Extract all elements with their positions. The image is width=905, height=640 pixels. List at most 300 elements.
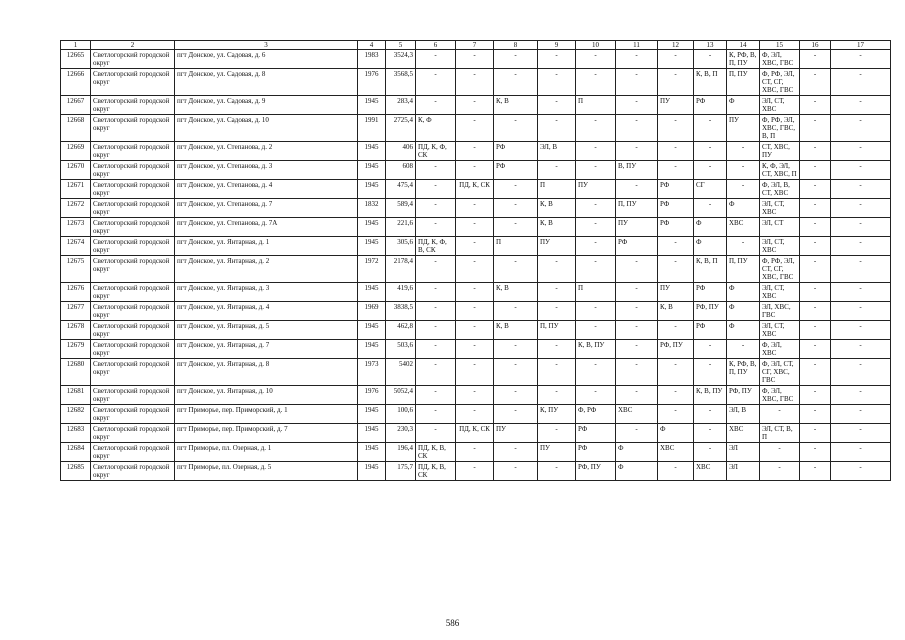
table-cell: 1832 [358, 199, 386, 218]
table-cell: пгт Донское, ул. Янтарная, д. 10 [175, 386, 358, 405]
table-cell: - [456, 161, 494, 180]
table-cell: Ф [694, 218, 727, 237]
table-cell: 1945 [358, 443, 386, 462]
table-cell: - [800, 161, 831, 180]
table-cell: - [831, 321, 891, 340]
table-cell: 1945 [358, 283, 386, 302]
table-cell: 5402 [386, 359, 416, 386]
table-cell: Светлогорский городской округ [91, 386, 175, 405]
table-cell: - [760, 443, 800, 462]
table-cell: Светлогорский городской округ [91, 283, 175, 302]
table-cell: - [416, 96, 456, 115]
table-cell: К, В [538, 199, 576, 218]
table-cell: - [576, 302, 616, 321]
table-cell: пгт Приморье, пер. Приморский, д. 1 [175, 405, 358, 424]
table-cell: 1945 [358, 340, 386, 359]
table-row [61, 96, 891, 115]
table-cell: Светлогорский городской округ [91, 115, 175, 142]
table-cell: - [494, 359, 538, 386]
table-cell: 1973 [358, 359, 386, 386]
table-cell: Ф, ЭЛ, ХВС, ГВС [760, 386, 800, 405]
table-cell: пгт Донское, ул. Степанова, д. 7А [175, 218, 358, 237]
table-cell: ХВС [658, 443, 694, 462]
table-cell: 1945 [358, 405, 386, 424]
table-cell: Светлогорский городской округ [91, 256, 175, 283]
table-cell: 2178,4 [386, 256, 416, 283]
table-cell: 1945 [358, 96, 386, 115]
table-cell: - [800, 321, 831, 340]
table-cell: - [456, 302, 494, 321]
table-cell: 12666 [61, 69, 91, 96]
table-cell: К, РФ, В, П, ПУ [727, 359, 760, 386]
table-cell: ХВС [694, 462, 727, 481]
table-cell: - [538, 359, 576, 386]
table-cell: - [576, 69, 616, 96]
table-cell: 12674 [61, 237, 91, 256]
table-cell: - [538, 50, 576, 69]
table-row [61, 424, 891, 443]
table-cell: - [800, 180, 831, 199]
table-cell: П [576, 96, 616, 115]
table-cell: - [800, 462, 831, 481]
table-cell: ПУ [658, 283, 694, 302]
table-cell: Светлогорский городской округ [91, 237, 175, 256]
table-cell: Ф [616, 462, 658, 481]
table-cell: - [800, 340, 831, 359]
table-cell: 419,6 [386, 283, 416, 302]
table-cell: РФ [494, 142, 538, 161]
table-cell: пгт Донское, ул. Садовая, д. 8 [175, 69, 358, 96]
table-cell: Ф, РФ, ЭЛ, ХВС, ГВС, В, П [760, 115, 800, 142]
table-cell: П, ПУ [727, 69, 760, 96]
table-cell: РФ [576, 443, 616, 462]
table-cell: 1969 [358, 302, 386, 321]
table-cell: К, В, ПУ [576, 340, 616, 359]
table-cell: ПУ [538, 443, 576, 462]
table-cell: 12669 [61, 142, 91, 161]
table-cell: - [800, 115, 831, 142]
table-cell: - [456, 50, 494, 69]
table-cell: - [831, 443, 891, 462]
table-cell: К, ПУ [538, 405, 576, 424]
table-cell: - [576, 115, 616, 142]
table-cell: - [416, 424, 456, 443]
table-cell: Ф [694, 237, 727, 256]
table-row [61, 283, 891, 302]
table-cell: пгт Донское, ул. Степанова, д. 7 [175, 199, 358, 218]
table-cell: - [831, 424, 891, 443]
table-cell: - [831, 237, 891, 256]
table-row [61, 386, 891, 405]
table-cell: ЭЛ, В [727, 405, 760, 424]
table-cell: - [658, 386, 694, 405]
table-row [61, 142, 891, 161]
table-cell: - [494, 115, 538, 142]
table-cell: - [831, 340, 891, 359]
table-cell: - [831, 180, 891, 199]
table-cell: - [416, 405, 456, 424]
table-cell: пгт Донское, ул. Садовая, д. 10 [175, 115, 358, 142]
table-cell: ЭЛ, СТ, ХВС [760, 283, 800, 302]
table-cell: - [416, 256, 456, 283]
table-cell: 12668 [61, 115, 91, 142]
table-cell: - [494, 340, 538, 359]
table-cell: - [576, 359, 616, 386]
table-cell: К, В, ПУ [694, 386, 727, 405]
table-cell: - [416, 302, 456, 321]
table-cell: - [658, 405, 694, 424]
table-cell: Светлогорский городской округ [91, 180, 175, 199]
table-cell: - [831, 69, 891, 96]
table-cell: - [456, 142, 494, 161]
table-cell: - [416, 69, 456, 96]
column-header: 3 [175, 41, 358, 50]
table-cell: - [416, 161, 456, 180]
table-cell: - [694, 199, 727, 218]
table-cell: РФ [658, 199, 694, 218]
table-cell: 1976 [358, 386, 386, 405]
table-cell: - [831, 115, 891, 142]
table-cell: 3838,5 [386, 302, 416, 321]
table-cell: - [800, 142, 831, 161]
table-cell: - [576, 386, 616, 405]
table-cell: РФ [694, 283, 727, 302]
column-header: 17 [831, 41, 891, 50]
table-cell: ЭЛ, СТ, ХВС [760, 321, 800, 340]
table-row [61, 237, 891, 256]
table-cell: 589,4 [386, 199, 416, 218]
column-header: 14 [727, 41, 760, 50]
table-cell: 462,8 [386, 321, 416, 340]
table-cell: 12682 [61, 405, 91, 424]
table-cell: - [494, 69, 538, 96]
table-cell: ПУ [727, 115, 760, 142]
table-cell: - [616, 283, 658, 302]
table-cell: ЭЛ, ХВС, ГВС [760, 302, 800, 321]
column-header: 1 [61, 41, 91, 50]
table-cell: - [616, 69, 658, 96]
table-cell: - [658, 321, 694, 340]
table-cell: ХВС [727, 424, 760, 443]
table-cell: 1983 [358, 50, 386, 69]
table-cell: пгт Донское, ул. Степанова, д. 4 [175, 180, 358, 199]
table-cell: К, В, П [694, 256, 727, 283]
table-cell: - [616, 50, 658, 69]
table-cell: - [416, 340, 456, 359]
table-cell: - [576, 161, 616, 180]
table-cell: 12685 [61, 462, 91, 481]
table-cell: ПУ [494, 424, 538, 443]
table-row [61, 199, 891, 218]
table-cell: - [456, 96, 494, 115]
table-cell: - [538, 69, 576, 96]
table-cell: - [800, 96, 831, 115]
table-cell: Светлогорский городской округ [91, 199, 175, 218]
table-cell: - [800, 237, 831, 256]
column-header: 15 [760, 41, 800, 50]
table-cell: 1945 [358, 237, 386, 256]
table-cell: - [727, 340, 760, 359]
table-cell: 608 [386, 161, 416, 180]
table-cell: К, Ф, ЭЛ, СТ, ХВС, П [760, 161, 800, 180]
table-cell: 1945 [358, 161, 386, 180]
table-cell: 12684 [61, 443, 91, 462]
table-cell: ПД, К, Ф, В, СК [416, 237, 456, 256]
table-cell: РФ [616, 237, 658, 256]
column-header: 7 [456, 41, 494, 50]
table-cell: 1945 [358, 321, 386, 340]
column-header: 13 [694, 41, 727, 50]
table-cell: пгт Донское, ул. Янтарная, д. 8 [175, 359, 358, 386]
table-cell: - [658, 256, 694, 283]
table-cell: Светлогорский городской округ [91, 50, 175, 69]
table-cell: - [456, 218, 494, 237]
table-cell: - [494, 50, 538, 69]
table-cell: - [800, 50, 831, 69]
table-cell: - [694, 405, 727, 424]
table-cell: пгт Приморье, пл. Озерная, д. 1 [175, 443, 358, 462]
table-cell: - [658, 237, 694, 256]
table-cell: - [616, 142, 658, 161]
table-cell: - [694, 50, 727, 69]
table-cell: - [456, 443, 494, 462]
table-cell: К, РФ, В, П, ПУ [727, 50, 760, 69]
table-cell: ПД, К, Ф, СК [416, 142, 456, 161]
table-cell: 1945 [358, 218, 386, 237]
table-cell: - [831, 96, 891, 115]
table-cell: Светлогорский городской округ [91, 96, 175, 115]
table-cell: 406 [386, 142, 416, 161]
table-cell: К, В [538, 218, 576, 237]
table-cell: 475,4 [386, 180, 416, 199]
table-cell: - [800, 218, 831, 237]
column-header: 16 [800, 41, 831, 50]
table-cell: - [538, 283, 576, 302]
table-cell: - [456, 359, 494, 386]
table-cell: - [831, 283, 891, 302]
table-cell: ЭЛ [727, 462, 760, 481]
table-cell: 12673 [61, 218, 91, 237]
table-cell: - [831, 142, 891, 161]
table-cell: 12683 [61, 424, 91, 443]
table-cell: - [416, 321, 456, 340]
table-cell: ЭЛ, В [538, 142, 576, 161]
table-cell: - [658, 359, 694, 386]
table-cell: - [694, 359, 727, 386]
table-cell: - [800, 443, 831, 462]
table-cell: 1945 [358, 424, 386, 443]
table-cell: - [416, 386, 456, 405]
table-cell: Светлогорский городской округ [91, 69, 175, 96]
table-cell: - [416, 50, 456, 69]
table-cell: - [576, 50, 616, 69]
table-cell: 12679 [61, 340, 91, 359]
table-cell: - [456, 69, 494, 96]
table-cell: - [831, 359, 891, 386]
table-cell: - [694, 115, 727, 142]
table-cell: пгт Донское, ул. Янтарная, д. 4 [175, 302, 358, 321]
table-cell: пгт Донское, ул. Янтарная, д. 7 [175, 340, 358, 359]
table-cell: - [658, 69, 694, 96]
table-cell: - [727, 180, 760, 199]
table-cell: 12680 [61, 359, 91, 386]
table-cell: ХВС [616, 405, 658, 424]
table-cell: ПД, К, В, СК [416, 443, 456, 462]
table-row [61, 50, 891, 69]
table-cell: К, В [494, 96, 538, 115]
table-cell: - [494, 180, 538, 199]
table-cell: 12665 [61, 50, 91, 69]
table-cell: - [831, 218, 891, 237]
column-header: 6 [416, 41, 456, 50]
table-row [61, 405, 891, 424]
table-row [61, 69, 891, 96]
table-cell: 5052,4 [386, 386, 416, 405]
table-cell: П [494, 237, 538, 256]
table-cell: Ф [727, 283, 760, 302]
table-cell: - [616, 424, 658, 443]
table-cell: - [538, 96, 576, 115]
table-cell: - [494, 256, 538, 283]
table-cell: Ф, ЭЛ, В, СТ, ХВС [760, 180, 800, 199]
table-cell: пгт Донское, ул. Садовая, д. 6 [175, 50, 358, 69]
table-cell: ЭЛ, СТ, ХВС [760, 96, 800, 115]
table-cell: - [538, 256, 576, 283]
table-cell: - [576, 237, 616, 256]
table-cell: - [694, 142, 727, 161]
table-cell: - [416, 180, 456, 199]
table-cell: - [456, 340, 494, 359]
table-cell: - [831, 302, 891, 321]
table-cell: 12672 [61, 199, 91, 218]
table-cell: Светлогорский городской округ [91, 462, 175, 481]
column-header: 11 [616, 41, 658, 50]
table-cell: 1945 [358, 462, 386, 481]
table-cell: Ф, ЭЛ, ХВС [760, 340, 800, 359]
column-number-row [61, 41, 891, 50]
table-cell: пгт Донское, ул. Янтарная, д. 2 [175, 256, 358, 283]
table-cell: Ф, ЭЛ, СТ, СГ, ХВС, ГВС [760, 359, 800, 386]
table-cell: - [694, 161, 727, 180]
table-cell: пгт Донское, ул. Янтарная, д. 5 [175, 321, 358, 340]
table-cell: - [800, 405, 831, 424]
table-cell: - [658, 161, 694, 180]
table-cell: РФ [658, 180, 694, 199]
table-cell: - [538, 302, 576, 321]
table-cell: пгт Донское, ул. Степанова, д. 2 [175, 142, 358, 161]
table-cell: П, ПУ [616, 199, 658, 218]
table-cell: - [456, 256, 494, 283]
table-cell: РФ [494, 161, 538, 180]
table-cell: - [456, 115, 494, 142]
table-cell: ПД, К, В, СК [416, 462, 456, 481]
table-cell: - [456, 321, 494, 340]
table-cell: Ф [727, 96, 760, 115]
table-cell: 1945 [358, 180, 386, 199]
table-cell: - [727, 161, 760, 180]
housing-table [60, 40, 891, 481]
table-cell: 1945 [358, 142, 386, 161]
table-cell: - [694, 340, 727, 359]
table-cell: - [831, 405, 891, 424]
table-body [61, 50, 891, 481]
table-cell: - [416, 359, 456, 386]
table-cell: 2725,4 [386, 115, 416, 142]
table-cell: ПУ [616, 218, 658, 237]
column-header: 9 [538, 41, 576, 50]
table-cell: Ф [616, 443, 658, 462]
table-cell: ПУ [658, 96, 694, 115]
table-cell: Ф [658, 424, 694, 443]
table-cell: 12677 [61, 302, 91, 321]
table-cell: 1991 [358, 115, 386, 142]
table-cell: П, ПУ [727, 256, 760, 283]
table-cell: 283,4 [386, 96, 416, 115]
table-cell: - [616, 180, 658, 199]
table-cell: - [694, 424, 727, 443]
table-cell: ПУ [576, 180, 616, 199]
table-cell: пгт Донское, ул. Янтарная, д. 1 [175, 237, 358, 256]
table-cell: - [456, 386, 494, 405]
table-cell: - [658, 115, 694, 142]
table-cell: РФ [694, 96, 727, 115]
table-cell: 100,6 [386, 405, 416, 424]
table-cell: - [616, 386, 658, 405]
table-cell: 3524,3 [386, 50, 416, 69]
table-cell: Светлогорский городской округ [91, 405, 175, 424]
table-cell: - [576, 321, 616, 340]
table-cell: ЭЛ, СТ, ХВС [760, 237, 800, 256]
table-cell: - [800, 283, 831, 302]
table-cell: - [658, 142, 694, 161]
table-cell: - [456, 199, 494, 218]
table-cell: - [694, 443, 727, 462]
table-cell: - [494, 218, 538, 237]
table-cell: пгт Донское, ул. Садовая, д. 9 [175, 96, 358, 115]
table-cell: - [800, 424, 831, 443]
table-cell: - [494, 386, 538, 405]
table-cell: ЭЛ, СТ [760, 218, 800, 237]
table-row [61, 443, 891, 462]
table-cell: - [494, 405, 538, 424]
table-cell: - [616, 359, 658, 386]
table-cell: - [760, 462, 800, 481]
table-cell: - [456, 462, 494, 481]
table-row [61, 302, 891, 321]
table-cell: Светлогорский городской округ [91, 359, 175, 386]
table-cell: - [416, 218, 456, 237]
table-cell: П [576, 283, 616, 302]
table-cell: - [494, 302, 538, 321]
table-cell: ПД, К, СК [456, 180, 494, 199]
table-cell: К, В [494, 283, 538, 302]
table-cell: - [800, 256, 831, 283]
table-cell: ЭЛ [727, 443, 760, 462]
table-cell: РФ, ПУ [694, 302, 727, 321]
table-cell: - [456, 405, 494, 424]
table-cell: РФ [694, 321, 727, 340]
table-row [61, 340, 891, 359]
table-cell: - [658, 462, 694, 481]
page-number: 586 [445, 618, 460, 628]
table-cell: Ф, РФ, ЭЛ, СТ, СГ, ХВС, ГВС [760, 69, 800, 96]
table-cell: - [616, 321, 658, 340]
table-row [61, 256, 891, 283]
table-cell: - [456, 283, 494, 302]
table-cell: 230,3 [386, 424, 416, 443]
table-cell: К, Ф [416, 115, 456, 142]
table-cell: РФ, ПУ [658, 340, 694, 359]
